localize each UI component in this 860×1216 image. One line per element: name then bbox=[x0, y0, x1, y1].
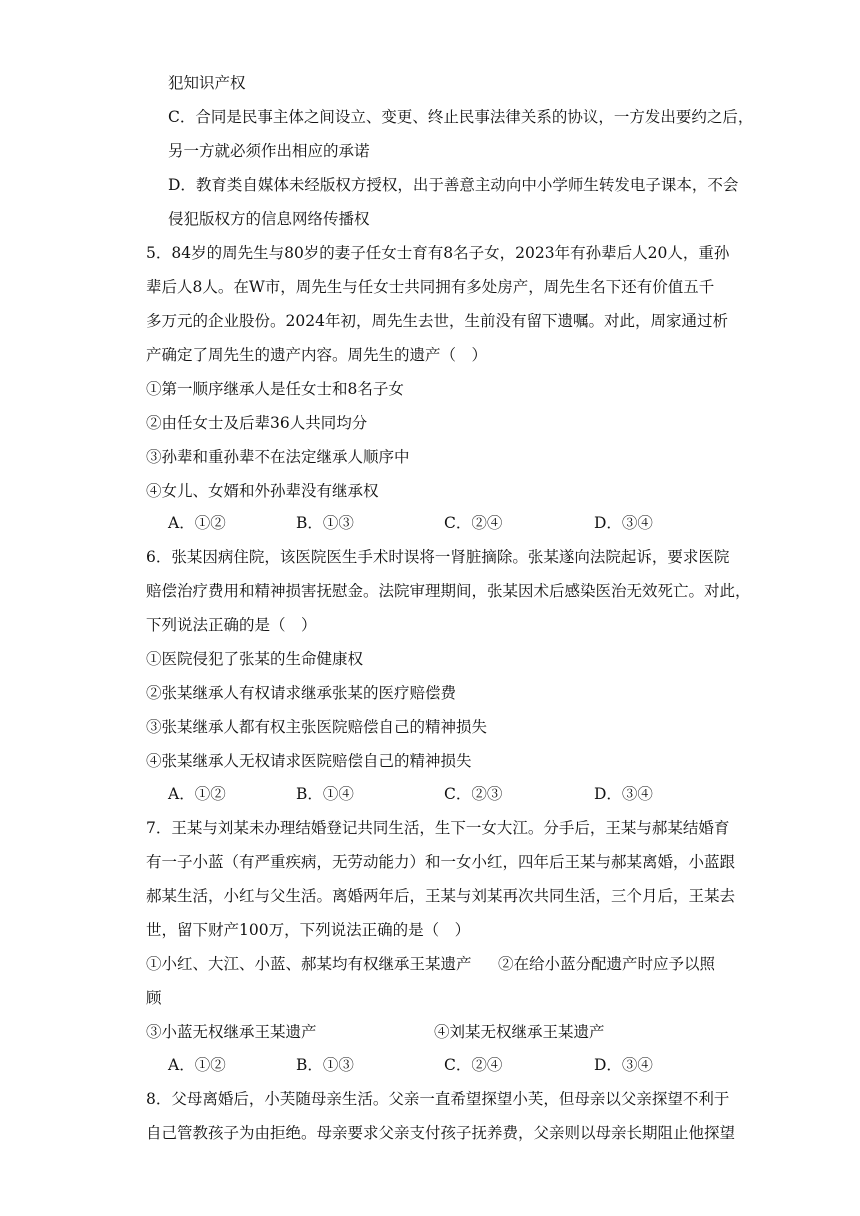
q5-option-c: C．②④ bbox=[444, 514, 503, 532]
q7-option-c: C．②④ bbox=[444, 1056, 503, 1074]
q4-option-c-line2: 另一方就必须作出相应的承诺 bbox=[168, 142, 370, 160]
q5-statement-1: ①第一顺序继承人是任女士和8名子女 bbox=[146, 380, 404, 398]
q6-statement-3: ③张某继承人都有权主张医院赔偿自己的精神损失 bbox=[146, 718, 488, 736]
q8-stem-line2: 自己管教孩子为由拒绝。母亲要求父亲支付孩子抚养费，父亲则以母亲长期阻止他探望 bbox=[146, 1124, 736, 1142]
q7-stem-line3: 郝某生活，小红与父生活。离婚两年后，王某与刘某再次共同生活，三个月后，王某去 bbox=[146, 887, 736, 905]
q7-stem-line2: 有一子小蓝（有严重疾病，无劳动能力）和一女小红，四年后王某与郝某离婚，小蓝跟 bbox=[146, 853, 736, 871]
q5-statement-2: ②由任女士及后辈36人共同均分 bbox=[146, 414, 368, 432]
q6-stem-line2: 赔偿治疗费用和精神损害抚慰金。法院审理期间，张某因术后感染医治无效死亡。对此， bbox=[146, 582, 751, 600]
q6-stem-line1: 6．张某因病住院，该医院医生手术时误将一肾脏摘除。张某遂向法院起诉，要求医院 bbox=[146, 548, 730, 566]
q5-option-d: D．③④ bbox=[594, 514, 653, 532]
q7-statement-2-continuation: 顾 bbox=[146, 989, 162, 1007]
q6-statement-4: ④张某继承人无权请求医院赔偿自己的精神损失 bbox=[146, 752, 472, 770]
q5-stem-line3: 多万元的企业股份。2024年初，周先生去世，生前没有留下遗嘱。对此，周家通过析 bbox=[146, 312, 728, 330]
q8-stem-line1: 8．父母离婚后，小芙随母亲生活。父亲一直希望探望小芙，但母亲以父亲探望不利于 bbox=[146, 1090, 730, 1108]
q7-stem-line1: 7．王某与刘某未办理结婚登记共同生活，生下一女大江。分手后，王某与郝某结婚育 bbox=[146, 819, 730, 837]
q5-option-b: B．①③ bbox=[296, 514, 354, 532]
q6-statement-2: ②张某继承人有权请求继承张某的医疗赔偿费 bbox=[146, 684, 457, 702]
q7-stem-line4: 世，留下财产100万，下列说法正确的是（ ） bbox=[146, 921, 471, 939]
q7-statement-4: ④刘某无权继承王某遗产 bbox=[434, 1023, 605, 1041]
q5-statement-4: ④女儿、女婿和外孙辈没有继承权 bbox=[146, 482, 379, 500]
q5-option-a: A．①② bbox=[168, 514, 226, 532]
q5-stem-line2: 辈后人8人。在W市，周先生与任女士共同拥有多处房产，周先生名下还有价值五千 bbox=[146, 278, 715, 296]
q4-option-d-line2: 侵犯版权方的信息网络传播权 bbox=[168, 210, 370, 228]
q5-stem-line1: 5．84岁的周先生与80岁的妻子任女士育有8名子女，2023年有孙辈后人20人，重孙 bbox=[146, 244, 730, 262]
q6-option-b: B．①④ bbox=[296, 785, 354, 803]
q7-option-a: A．①② bbox=[168, 1056, 226, 1074]
q5-statement-3: ③孙辈和重孙辈不在法定继承人顺序中 bbox=[146, 448, 410, 466]
q7-statement-3: ③小蓝无权继承王某遗产 bbox=[146, 1023, 317, 1041]
q6-option-c: C．②③ bbox=[444, 785, 503, 803]
q7-statement-2: ②在给小蓝分配遗产时应予以照 bbox=[498, 955, 716, 973]
q4-option-c-line1: C．合同是民事主体之间设立、变更、终止民事法律关系的协议，一方发出要约之后， bbox=[168, 108, 754, 126]
q7-statement-1: ①小红、大江、小蓝、郝某均有权继承王某遗产 bbox=[146, 955, 472, 973]
q5-stem-line4: 产确定了周先生的遗产内容。周先生的遗产（ ） bbox=[146, 346, 488, 364]
q7-option-b: B．①③ bbox=[296, 1056, 354, 1074]
q4-option-d-line1: D．教育类自媒体未经版权方授权，出于善意主动向中小学师生转发电子课本，不会 bbox=[168, 176, 739, 194]
q6-option-d: D．③④ bbox=[594, 785, 653, 803]
q6-option-a: A．①② bbox=[168, 785, 226, 803]
q7-option-d: D．③④ bbox=[594, 1056, 653, 1074]
q6-stem-line3: 下列说法正确的是（ ） bbox=[146, 616, 317, 634]
q4-option-b-continuation: 犯知识产权 bbox=[168, 74, 246, 92]
q6-statement-1: ①医院侵犯了张某的生命健康权 bbox=[146, 650, 364, 668]
